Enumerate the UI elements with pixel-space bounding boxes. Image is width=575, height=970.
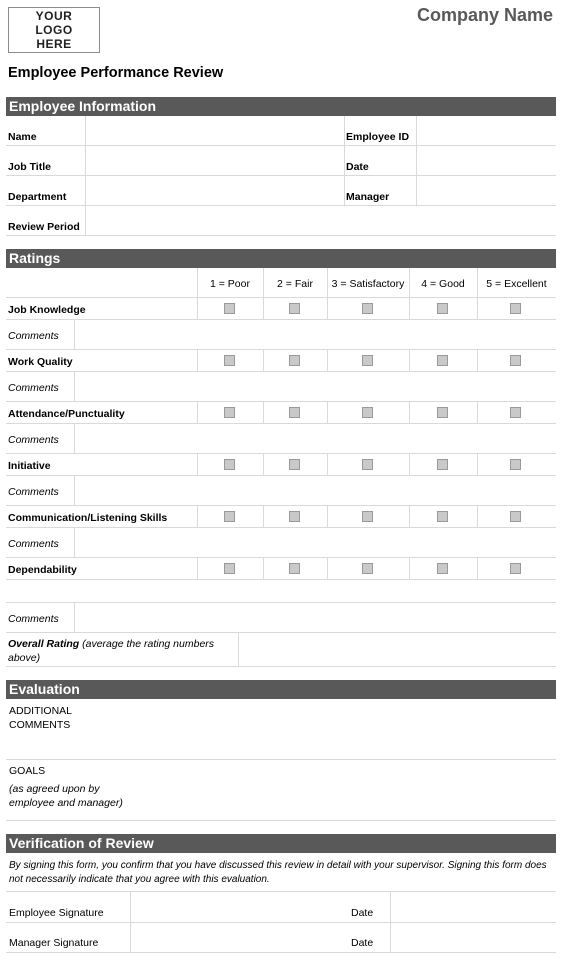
scale-header-1: 1 = Poor <box>210 278 250 290</box>
rating-checkbox[interactable] <box>362 563 373 574</box>
comments-field[interactable] <box>76 603 556 631</box>
comments-label: Comments <box>8 486 59 498</box>
divider <box>477 453 478 476</box>
review-period-label: Review Period <box>8 221 80 233</box>
divider <box>263 268 264 320</box>
goals-note: (as agreed upon by employee and manager) <box>9 783 123 809</box>
divider <box>238 632 239 667</box>
goals-field[interactable] <box>140 762 556 818</box>
divider <box>6 401 556 402</box>
comments-label: Comments <box>8 382 59 394</box>
divider <box>6 759 556 760</box>
divider <box>74 475 75 506</box>
rating-checkbox[interactable] <box>289 459 300 470</box>
rating-checkbox[interactable] <box>510 407 521 418</box>
job-title-label: Job Title <box>8 161 51 173</box>
divider <box>197 505 198 528</box>
divider <box>6 145 556 146</box>
manager-signature-label: Manager Signature <box>9 937 99 949</box>
additional-comments-label: ADDITIONAL COMMENTS <box>9 705 72 731</box>
review-period-field[interactable] <box>87 207 556 234</box>
department-field[interactable] <box>87 177 343 204</box>
divider <box>197 557 198 580</box>
rating-checkbox[interactable] <box>289 407 300 418</box>
divider <box>477 505 478 528</box>
rating-checkbox[interactable] <box>510 303 521 314</box>
criterion-initiative: Initiative <box>8 460 51 472</box>
divider <box>6 175 556 176</box>
rating-checkbox[interactable] <box>362 355 373 366</box>
divider <box>197 268 198 320</box>
criterion-communication: Communication/Listening Skills <box>8 512 168 524</box>
divider <box>263 557 264 580</box>
rating-checkbox[interactable] <box>224 563 235 574</box>
manager-date-label: Date <box>351 937 374 949</box>
rating-checkbox[interactable] <box>224 511 235 522</box>
divider <box>130 891 131 953</box>
employee-id-field[interactable] <box>418 117 556 144</box>
divider <box>409 453 410 476</box>
rating-checkbox[interactable] <box>224 303 235 314</box>
criterion-work-quality: Work Quality <box>8 356 73 368</box>
divider <box>85 116 86 235</box>
rating-checkbox[interactable] <box>437 459 448 470</box>
additional-comments-field[interactable] <box>90 700 556 758</box>
rating-checkbox[interactable] <box>362 459 373 470</box>
divider <box>327 268 328 320</box>
divider <box>263 453 264 476</box>
rating-checkbox[interactable] <box>437 303 448 314</box>
divider <box>409 268 410 320</box>
manager-signature-field[interactable] <box>132 923 346 951</box>
employee-signature-label: Employee Signature <box>9 907 104 919</box>
divider <box>6 666 556 667</box>
divider <box>477 557 478 580</box>
divider <box>263 505 264 528</box>
employee-date-field[interactable] <box>392 892 556 921</box>
overall-rating-field[interactable] <box>240 633 556 665</box>
criterion-job-knowledge: Job Knowledge <box>8 304 86 316</box>
divider <box>344 116 345 205</box>
employee-id-label: Employee ID <box>346 131 410 143</box>
divider <box>6 505 556 506</box>
rating-checkbox[interactable] <box>437 563 448 574</box>
job-title-field[interactable] <box>87 147 343 174</box>
divider <box>416 116 417 205</box>
comments-field[interactable] <box>76 372 556 400</box>
rating-checkbox[interactable] <box>224 407 235 418</box>
divider <box>74 319 75 350</box>
divider <box>327 401 328 424</box>
comments-label: Comments <box>8 613 59 625</box>
evaluation-section-header: Evaluation <box>6 680 556 699</box>
divider <box>263 401 264 424</box>
divider <box>6 820 556 821</box>
logo-text: YOUR LOGO HERE <box>35 9 73 51</box>
ratings-section-header: Ratings <box>6 249 556 268</box>
manager-date-field[interactable] <box>392 923 556 951</box>
divider <box>197 453 198 476</box>
divider <box>74 371 75 402</box>
divider <box>327 557 328 580</box>
divider <box>74 527 75 558</box>
company-name: Company Name <box>416 5 553 25</box>
overall-rating-label <box>8 637 236 665</box>
scale-header-5: 5 = Excellent <box>486 278 547 290</box>
comments-field[interactable] <box>76 528 556 556</box>
rating-checkbox[interactable] <box>362 407 373 418</box>
name-field[interactable] <box>87 117 343 144</box>
divider <box>6 952 556 953</box>
rating-checkbox[interactable] <box>224 459 235 470</box>
divider <box>74 423 75 454</box>
criterion-dependability: Dependability <box>8 564 77 576</box>
rating-checkbox[interactable] <box>510 459 521 470</box>
divider <box>6 205 556 206</box>
divider <box>197 401 198 424</box>
rating-checkbox[interactable] <box>362 303 373 314</box>
rating-checkbox[interactable] <box>289 355 300 366</box>
divider <box>6 453 556 454</box>
comments-field[interactable] <box>76 320 556 348</box>
divider <box>327 505 328 528</box>
divider <box>6 557 556 558</box>
divider <box>197 349 198 372</box>
employee-signature-field[interactable] <box>132 892 346 921</box>
goals-label: GOALS <box>9 765 46 777</box>
divider <box>74 602 75 633</box>
logo-placeholder <box>8 7 100 53</box>
comments-label: Comments <box>8 538 59 550</box>
divider <box>6 579 556 580</box>
rating-checkbox[interactable] <box>289 563 300 574</box>
rating-checkbox[interactable] <box>510 563 521 574</box>
divider <box>409 349 410 372</box>
rating-checkbox[interactable] <box>437 407 448 418</box>
rating-checkbox[interactable] <box>289 303 300 314</box>
scale-header-2: 2 = Fair <box>277 278 313 290</box>
overall-rating-title: Overall Rating <box>8 638 80 650</box>
divider <box>6 297 556 298</box>
divider <box>327 349 328 372</box>
form-title: Employee Performance Review <box>8 65 224 81</box>
comments-field[interactable] <box>76 424 556 452</box>
rating-checkbox[interactable] <box>362 511 373 522</box>
criterion-attendance: Attendance/Punctuality <box>8 408 125 420</box>
divider <box>477 401 478 424</box>
rating-checkbox[interactable] <box>224 355 235 366</box>
divider <box>6 235 556 236</box>
department-label: Department <box>8 191 67 203</box>
divider <box>327 453 328 476</box>
divider <box>477 349 478 372</box>
rating-checkbox[interactable] <box>510 355 521 366</box>
comments-label: Comments <box>8 330 59 342</box>
comments-field[interactable] <box>76 476 556 504</box>
manager-label: Manager <box>346 191 390 203</box>
employee-date-label: Date <box>351 907 374 919</box>
verification-section-header: Verification of Review <box>6 834 556 853</box>
employee-info-section-header: Employee Information <box>6 97 556 116</box>
rating-checkbox[interactable] <box>510 511 521 522</box>
scale-header-4: 4 = Good <box>421 278 465 290</box>
rating-checkbox[interactable] <box>437 355 448 366</box>
rating-checkbox[interactable] <box>289 511 300 522</box>
divider <box>409 505 410 528</box>
manager-field[interactable] <box>418 177 556 204</box>
divider <box>390 891 391 953</box>
date-label: Date <box>346 161 369 173</box>
rating-checkbox[interactable] <box>437 511 448 522</box>
verification-statement: By signing this form, you confirm that you have discussed this review in detail with your supervisor. Signing this form does not necessarily indicate that you agree with this evaluation. <box>9 860 547 885</box>
comments-label: Comments <box>8 434 59 446</box>
name-label: Name <box>8 131 37 143</box>
date-field[interactable] <box>418 147 556 174</box>
divider <box>6 349 556 350</box>
divider <box>263 349 264 372</box>
divider <box>409 557 410 580</box>
overall-rating-note: (average the rating numbers above) <box>8 638 215 664</box>
scale-header-3: 3 = Satisfactory <box>331 278 405 290</box>
divider <box>477 268 478 320</box>
divider <box>409 401 410 424</box>
